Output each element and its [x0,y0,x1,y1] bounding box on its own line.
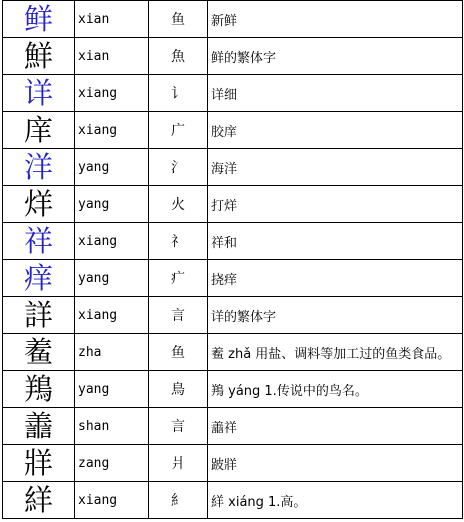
radical-cell: 讠 [149,75,208,112]
meaning-cell: 打烊 [208,186,463,223]
pinyin-cell: xiang [75,112,149,149]
meaning-cell: 挠痒 [208,260,463,297]
table-row [3,1,463,38]
char-cell: 牂 [3,445,75,482]
pinyin-cell: yang [75,371,149,408]
meaning-cell: 胶庠 [208,112,463,149]
char-cell: 絴 [3,482,75,519]
pinyin-cell: yang [75,260,149,297]
radical-cell: 火 [149,186,208,223]
pinyin-cell: shan [75,408,149,445]
char-cell: 譱 [3,408,75,445]
pinyin-cell: xiang [75,482,149,519]
char-cell: 详 [3,75,75,112]
table-row [3,38,463,75]
char-cell: 鲜 [3,1,75,38]
char-cell: 祥 [3,223,75,260]
radical-cell: 鱼 [149,334,208,371]
table-row [3,408,463,445]
radical-cell: 广 [149,112,208,149]
radical-cell: 言 [149,408,208,445]
table-row [3,445,463,482]
meaning-cell: 详细 [208,75,463,112]
radical-cell: 疒 [149,260,208,297]
table-row [3,112,463,149]
meaning-cell: 详的繁体字 [208,297,463,334]
char-cell: 鮮 [3,38,75,75]
radical-cell: 鱼 [149,1,208,38]
meaning-cell: 鲜的繁体字 [208,38,463,75]
meaning-cell: 海洋 [208,149,463,186]
radical-cell: 糹 [149,482,208,519]
char-cell: 鲝 [3,334,75,371]
pinyin-cell: xiang [75,75,149,112]
meaning-cell: 祥和 [208,223,463,260]
char-cell: 鴹 [3,371,75,408]
pinyin-cell: xian [75,38,149,75]
meaning-cell: 譱祥 [208,408,463,445]
char-cell: 庠 [3,112,75,149]
meaning-cell: 鲝 zhǎ 用盐、调料等加工过的鱼类食品。 [208,334,463,371]
radical-cell: 魚 [149,38,208,75]
radical-cell: 鳥 [149,371,208,408]
meaning-cell: 跛牂 [208,445,463,482]
table-row [3,297,463,334]
character-table [2,0,463,519]
pinyin-cell: yang [75,186,149,223]
pinyin-cell: xiang [75,297,149,334]
pinyin-cell: yang [75,149,149,186]
table-row [3,334,463,371]
radical-cell: 礻 [149,223,208,260]
table-row [3,371,463,408]
meaning-cell: 絴 xiáng 1.高。 [208,482,463,519]
char-cell: 痒 [3,260,75,297]
table-row [3,186,463,223]
radical-cell: 爿 [149,445,208,482]
table-row [3,482,463,519]
table-row [3,149,463,186]
table-row [3,260,463,297]
table-row [3,75,463,112]
char-cell: 烊 [3,186,75,223]
char-cell: 洋 [3,149,75,186]
radical-cell: 氵 [149,149,208,186]
pinyin-cell: xian [75,1,149,38]
pinyin-cell: zang [75,445,149,482]
pinyin-cell: zha [75,334,149,371]
char-cell: 詳 [3,297,75,334]
table-row [3,223,463,260]
radical-cell: 言 [149,297,208,334]
meaning-cell: 鴹 yáng 1.传说中的鸟名。 [208,371,463,408]
pinyin-cell: xiang [75,223,149,260]
character-table-body [3,1,463,519]
meaning-cell: 新鲜 [208,1,463,38]
